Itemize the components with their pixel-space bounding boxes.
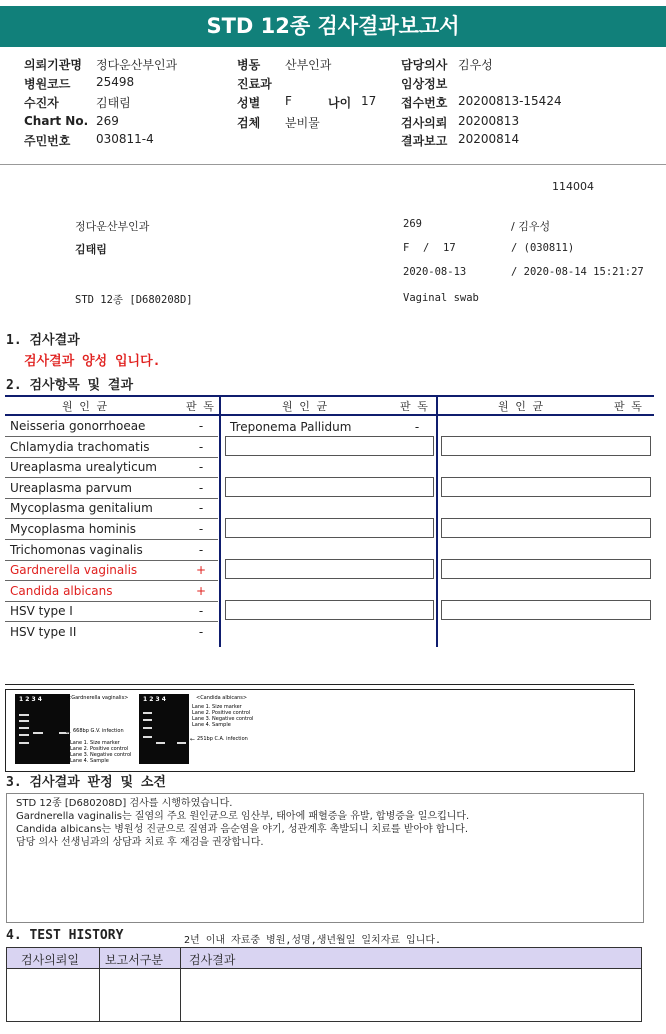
info-specimen: Vaginal swab: [403, 292, 479, 304]
empty-box-c3-r4: [441, 559, 651, 579]
col1-result-1: -: [198, 419, 204, 433]
col1-row-divider: [5, 498, 218, 499]
history-col-request-date: 검사의뢰일: [21, 953, 79, 967]
value-report-date: 20200814: [458, 132, 520, 146]
value-specimen: 분비물: [285, 116, 320, 130]
value-doctor: 김우성: [458, 58, 493, 72]
col1-result-11: -: [198, 625, 204, 639]
report-code: 114004: [552, 180, 594, 193]
col3-header-pathogen: 원 인 균: [498, 400, 544, 413]
gel-legend-ca: Lane 1. Size marker Lane 2. Positive control Lane 3. Negative control Lane 4. Sample: [192, 704, 254, 728]
opinion-text: STD 12종 [D680208D] 검사를 시행하였습니다. Gardnerella vaginalis는 질염의 주요 원인균으로 임산부, 태아에 패혈증을 유발, 합병증을 일으킵니다. Candida albicans는 병원성 진균으로 질염과 음순염을 야기, 성관계후 촉발되니 치료를 받아야 합니다. 담당 의사 선생님과의 상담과 치료 후 재검을 권장합니다.: [16, 798, 470, 848]
col1-item-10: HSV type I: [10, 604, 73, 618]
gel-panel-ca: [139, 694, 189, 764]
results-table-top-rule: [5, 395, 654, 397]
value-ward: 산부인과: [285, 58, 332, 72]
col1-result-9: +: [195, 584, 207, 598]
value-age: 17: [361, 94, 377, 108]
label-chart-no: Chart No.: [24, 114, 89, 128]
col1-row-divider: [5, 601, 218, 602]
history-table: [6, 947, 642, 1022]
history-note: 2년 이내 자료중 병원,성명,생년월일 일치자료 입니다.: [184, 935, 442, 946]
info-date-received: 2020-08-13: [403, 266, 467, 278]
col1-item-4: Ureaplasma parvum: [10, 481, 132, 495]
info-test-name: STD 12종 [D680208D]: [75, 294, 193, 306]
col1-result-7: -: [198, 543, 204, 557]
results-table-header-rule: [5, 414, 654, 416]
result-summary: 검사결과 양성 입니다.: [24, 354, 161, 369]
gel-band-ca: 251bp C.A. infection: [197, 736, 248, 742]
col1-item-5: Mycoplasma genitalium: [10, 501, 153, 515]
col1-item-7: Trichomonas vaginalis: [10, 543, 143, 557]
report-title: STD 12종 검사결과보고서: [0, 6, 666, 47]
header-divider: [0, 164, 666, 165]
col1-row-divider: [5, 457, 218, 458]
info-birth: / (030811): [511, 242, 575, 254]
col2-header-pathogen: 원 인 균: [282, 400, 328, 413]
history-header: [7, 948, 641, 969]
label-clinical-info: 임상정보: [401, 77, 448, 91]
col1-item-1: Neisseria gonorrhoeae: [10, 419, 146, 433]
label-resident-no: 주민번호: [24, 134, 71, 148]
opinion-box: [6, 793, 644, 923]
section3-title: 3. 검사결과 판정 및 소견: [6, 775, 166, 790]
gel-title-ca: <Candida albicans>: [196, 695, 248, 701]
empty-box-c3-r3: [441, 518, 651, 538]
col1-result-2: -: [198, 440, 204, 454]
info-doctor: / 김우성: [511, 220, 551, 233]
gel-panel-gv: [15, 694, 70, 764]
col1-header-pathogen: 원 인 균: [62, 400, 108, 413]
label-hospital: 의뢰기관명: [24, 58, 82, 72]
col1-result-6: -: [198, 522, 204, 536]
col1-result-4: -: [198, 481, 204, 495]
col1-row-divider: [5, 518, 218, 519]
empty-box-c2-r4: [225, 559, 434, 579]
empty-box-c2-r3: [225, 518, 434, 538]
col1-row-divider: [5, 621, 218, 622]
col1-item-2: Chlamydia trachomatis: [10, 440, 150, 454]
arrow-left-icon-gv: ←: [66, 729, 72, 736]
gel-band-gv: 668bp G.V. infection: [73, 728, 124, 734]
history-col-result: 검사결과: [189, 953, 236, 967]
label-department: 진료과: [237, 77, 272, 91]
section2-title: 2. 검사항목 및 결과: [6, 378, 134, 393]
col1-item-6: Mycoplasma hominis: [10, 522, 136, 536]
col1-row-divider: [5, 436, 218, 437]
label-report-date: 결과보고: [401, 134, 448, 148]
empty-box-c2-r2: [225, 477, 434, 497]
col1-row-divider: [5, 580, 218, 581]
value-reception-no: 20200813-15424: [458, 94, 562, 108]
info-hospital: 정다운산부인과: [75, 220, 150, 233]
value-hospital: 정다운산부인과: [96, 58, 178, 72]
col1-result-3: -: [198, 460, 204, 474]
col2-result-treponema: -: [414, 420, 420, 434]
info-date-reported: / 2020-08-14 15:21:27: [511, 266, 644, 278]
section4-title: 4. TEST HISTORY: [6, 928, 124, 943]
label-patient: 수진자: [24, 96, 59, 110]
col1-item-9: Candida albicans: [10, 584, 113, 598]
value-sex: F: [285, 94, 292, 108]
gel-lanes-gv: 1 2 3 4: [19, 696, 42, 703]
label-age: 나이: [328, 96, 352, 110]
history-col-report-type: 보고서구분: [105, 953, 163, 967]
col1-row-divider: [5, 560, 218, 561]
info-chart: 269: [403, 218, 422, 230]
empty-box-c2-r5: [225, 600, 434, 620]
col1-result-10: -: [198, 604, 204, 618]
label-sex: 성별: [237, 96, 261, 110]
section1-title: 1. 검사결과: [6, 333, 80, 348]
info-separator: /: [423, 242, 430, 254]
col1-row-divider: [5, 539, 218, 540]
label-ward: 병동: [237, 58, 261, 72]
col1-item-11: HSV type II: [10, 625, 77, 639]
value-hospital-code: 25498: [96, 75, 135, 89]
col2-header-result: 판 독: [400, 400, 428, 413]
arrow-left-icon-ca: ←: [190, 736, 196, 743]
label-hospital-code: 병원코드: [24, 77, 71, 91]
label-doctor: 담당의사: [401, 58, 448, 72]
col1-result-8: +: [195, 563, 207, 577]
results-table-divider-1: [219, 395, 221, 647]
value-chart-no: 269: [96, 114, 119, 128]
empty-box-c2-r1: [225, 436, 434, 456]
gel-lanes-ca: 1 2 3 4: [143, 696, 166, 703]
col1-row-divider: [5, 477, 218, 478]
label-reception-no: 접수번호: [401, 96, 448, 110]
value-patient: 김태림: [96, 96, 131, 110]
col3-header-result: 판 독: [614, 400, 642, 413]
empty-box-c3-r5: [441, 600, 651, 620]
label-request-date: 검사의뢰: [401, 116, 448, 130]
gel-title-gv: <Gardnerella vaginalis>: [67, 695, 129, 701]
info-sex: F: [403, 242, 410, 254]
value-resident-no: 030811-4: [96, 132, 154, 146]
col2-item-treponema: Treponema Pallidum: [230, 420, 352, 434]
empty-box-c3-r1: [441, 436, 651, 456]
label-specimen: 검체: [237, 116, 261, 130]
gel-image: [5, 689, 635, 772]
col1-item-3: Ureaplasma urealyticum: [10, 460, 157, 474]
results-table-divider-2: [436, 395, 438, 647]
col1-result-5: -: [198, 501, 204, 515]
gel-legend-gv: Lane 1. Size marker Lane 2. Positive control Lane 3. Negative control Lane 4. Sample: [70, 740, 132, 764]
col1-header-result: 판 독: [186, 400, 214, 413]
value-request-date: 20200813: [458, 114, 520, 128]
col1-item-8: Gardnerella vaginalis: [10, 563, 138, 577]
info-patient: 김태림: [75, 243, 107, 256]
info-age: 17: [443, 242, 456, 254]
empty-box-c3-r2: [441, 477, 651, 497]
gel-top-rule: [5, 684, 634, 685]
